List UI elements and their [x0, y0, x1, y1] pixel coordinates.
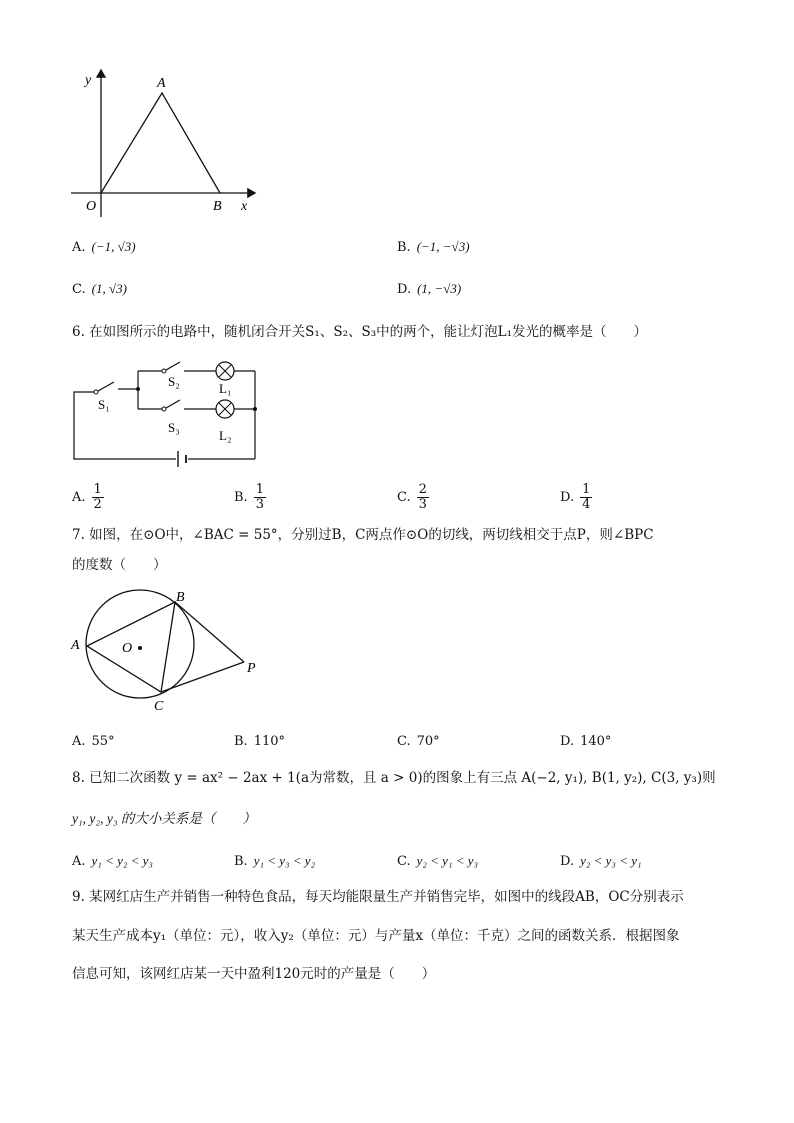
numerator: 1 [582, 482, 591, 497]
center-dot [138, 646, 142, 650]
label-l1: L₁ [219, 381, 232, 396]
q7-option-c [397, 733, 440, 751]
option-label: A. [72, 854, 86, 869]
q8-option-c [397, 852, 478, 871]
label-s3: S₃ [168, 420, 180, 435]
q7-option-d [560, 733, 611, 751]
option-label: D. [560, 734, 575, 749]
figure-q5-triangle [65, 62, 265, 222]
option-text: (1, √3) [91, 281, 127, 296]
option-text: 55° [91, 734, 115, 749]
option-text: y₁ < y₂ < y₃ [91, 853, 153, 868]
option-label: A. [72, 240, 86, 255]
denominator: 3 [418, 497, 427, 512]
figure-q6-circuit [66, 352, 276, 472]
option-label: C. [72, 282, 86, 297]
label-s1: S₁ [98, 397, 110, 412]
q7-stem-line1: 7. 如图，在⊙O中，∠BAC = 55°，分别过B，C两点作⊙O的切线，两切线相交于点P，则∠BPC [72, 527, 654, 543]
s1-blade [98, 382, 114, 391]
q9-stem-line3: 信息可知，该网红店某一天中盈利120元时的产量是（ ） [72, 966, 436, 982]
option-label: B. [234, 490, 248, 505]
numerator: 2 [418, 482, 427, 497]
q7-option-b [234, 733, 285, 751]
q8-option-a [72, 852, 153, 871]
junction-right [253, 407, 257, 411]
s3-blade [166, 400, 180, 408]
fraction [580, 483, 592, 512]
wire-left [74, 392, 176, 459]
q9-stem-line1: 9. 某网红店生产并销售一种特色食品，每天均能限量生产并销售完毕，如图中的线段AB，OC分别表示 [72, 889, 684, 905]
option-text: (−1, −√3) [416, 239, 470, 254]
label-a: A [157, 76, 166, 91]
q5-option-d [397, 280, 461, 299]
label-b: B [176, 590, 185, 605]
option-text: y₁ < y₃ < y₂ [253, 853, 316, 868]
fraction [254, 483, 266, 512]
q6-option-c [397, 483, 429, 512]
label-c: C [154, 699, 164, 714]
triangle-oab [101, 93, 220, 193]
label-x: x [241, 199, 248, 214]
fraction [92, 483, 104, 512]
q8-stem-line1: 8. 已知二次函数 y = ax² − 2ax + 1(a为常数，且 a > 0)的图象上有三点 A(−2, y₁), B(1, y₂), C(3, y₃)则 [72, 770, 716, 786]
option-label: C. [397, 854, 411, 869]
option-label: A. [72, 734, 86, 749]
option-label: D. [560, 490, 575, 505]
q7-option-a [72, 733, 115, 751]
option-label: B. [234, 734, 248, 749]
q6-option-a [72, 483, 104, 512]
option-text: (1, −√3) [417, 281, 462, 296]
denominator: 2 [93, 497, 102, 512]
fraction [417, 483, 429, 512]
option-label: B. [234, 854, 248, 869]
option-label: C. [397, 490, 411, 505]
q6-option-b [234, 483, 266, 512]
q5-option-a [72, 238, 136, 257]
option-label: B. [397, 240, 411, 255]
q9-stem-line2: 某天生产成本y₁（单位：元），收入y₂（单位：元）与产量x（单位：千克）之间的函数关系．根据图象 [72, 928, 680, 944]
label-p: P [247, 661, 256, 676]
option-text: y₂ < y₃ < y₁ [580, 853, 642, 868]
denominator: 3 [255, 497, 264, 512]
label-b: B [213, 199, 222, 214]
label-o: O [86, 199, 97, 214]
option-label: A. [72, 490, 86, 505]
label-a: A [71, 638, 80, 653]
q5-option-c [72, 280, 127, 299]
tangent-bp [175, 602, 244, 662]
numerator: 1 [93, 482, 102, 497]
option-text: 140° [580, 734, 612, 749]
tangent-cp [161, 662, 244, 692]
circle-o [86, 590, 194, 698]
option-text: 70° [416, 734, 440, 749]
q8-option-d [560, 852, 642, 871]
s2-contact [162, 369, 166, 373]
s2-blade [166, 362, 180, 370]
label-y: y [85, 73, 92, 88]
label-o: O [122, 641, 133, 656]
denominator: 4 [582, 497, 591, 512]
q6-option-d [560, 483, 592, 512]
option-label: D. [397, 282, 412, 297]
option-text: 110° [253, 734, 286, 749]
option-text: y₂ < y₁ < y₃ [416, 853, 479, 868]
option-text: (−1, √3) [91, 239, 136, 254]
q8-option-b [234, 852, 315, 871]
s3-contact [162, 407, 166, 411]
s1-contact [94, 390, 98, 394]
q8-stem-line2: y₁, y₂, y₃ 的大小关系是（ ） [72, 811, 256, 826]
option-label: C. [397, 734, 411, 749]
numerator: 1 [255, 482, 264, 497]
q6-stem: 6. 在如图所示的电路中，随机闭合开关S₁、S₂、S₃中的两个，能让灯泡L₁发光的概率是（ ） [72, 324, 648, 340]
label-l2: L₂ [219, 428, 232, 443]
q5-option-b [397, 238, 470, 257]
figure-q7-circle-tangents [66, 586, 276, 716]
label-s2: S₂ [168, 374, 180, 389]
q7-stem-line2: 的度数（ ） [72, 557, 167, 573]
option-label: D. [560, 854, 575, 869]
